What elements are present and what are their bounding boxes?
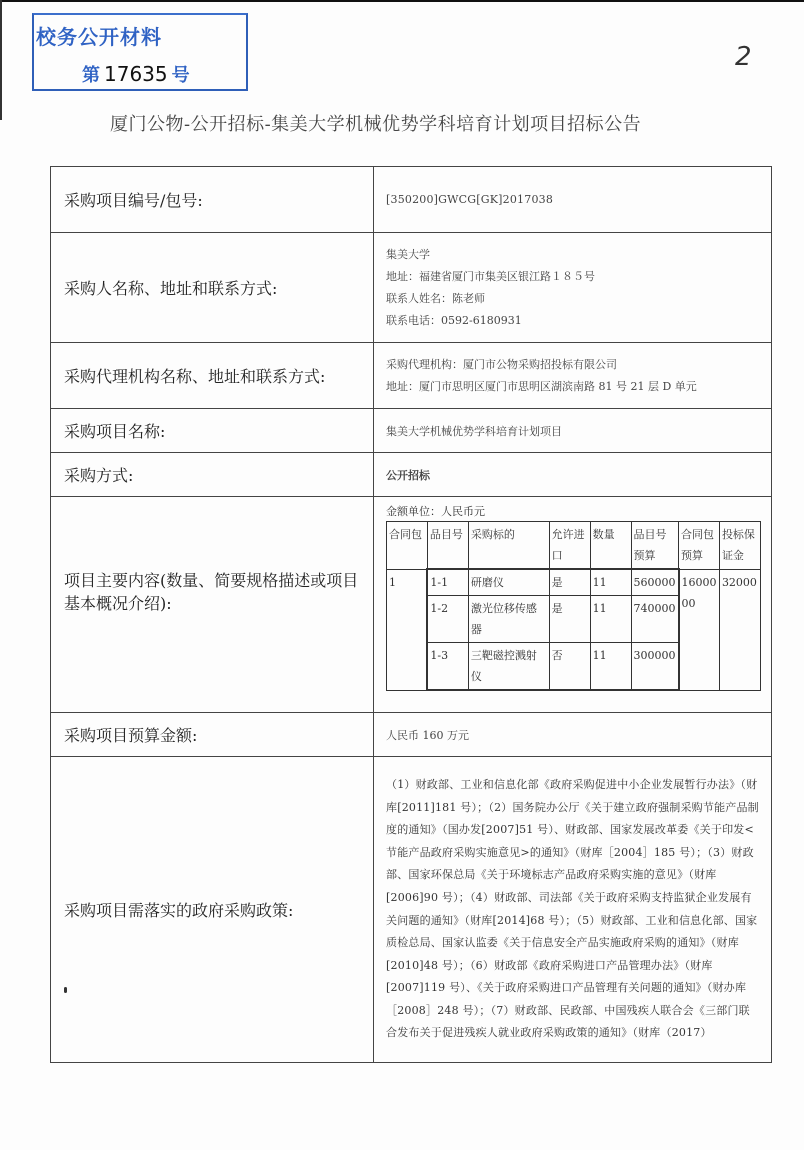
document-title: 厦门公物-公开招标-集美大学机械优势学科培育计划项目招标公告: [110, 114, 642, 135]
row-policy: [51, 757, 772, 1063]
cell-item-code: 1-2: [427, 596, 468, 643]
row-project-no: [51, 167, 772, 233]
row-project-name: [51, 409, 772, 453]
header-deposit: 投标保证金: [719, 522, 760, 570]
handwritten-page-number: 2: [735, 42, 752, 72]
cell-item-budget: 300000: [631, 643, 679, 691]
cell-import: 是: [549, 569, 590, 596]
cell-item-code: 1-1: [427, 569, 468, 596]
header-item-budget: 品目号预算: [631, 522, 679, 570]
value-budget: 人民币 160 万元: [374, 713, 772, 757]
cell-import: 否: [549, 643, 590, 691]
items-header-row: [387, 522, 761, 570]
label-purchaser: 采购人名称、地址和联系方式:: [51, 233, 374, 343]
cell-import: 是: [549, 596, 590, 643]
items-table: [386, 521, 761, 691]
row-agency: [51, 343, 772, 409]
stamp-prefix: 第: [82, 65, 100, 86]
label-project-name: 采购项目名称:: [51, 409, 374, 453]
disclosure-stamp: [32, 13, 246, 89]
cell-qty: 11: [590, 569, 631, 596]
cell-item-budget: 740000: [631, 596, 679, 643]
policy-text: （1）财政部、工业和信息化部《政府采购促进中小企业发展暂行办法》（财库[2011]181 号）；（2）国务院办公厅《关于建立政府强制采购节能产品制度的通知》（国办发[2007]51 号）、财政部、国家发展改革委《关于印发<节能产品政府采购实施意见>的通知》（财库［2004］185 号）；（3）财政部、国家环保总局《关于环境标志产品政府采购实施的意见》（财库[2006]90 号）；（4）财政部、司法部《关于政府采购支持监狱企业发展有关问题的通知》（财库[2014]68 号）；（5）财政部、工业和信息化部、国家质检总局、国家认监委《关于信息安全产品实施政府采购的通知》（财库[2010]48 号）；（6）财政部《政府采购进口产品管理办法》（财库[2007]119 号）、《关于政府采购进口产品管理有关问题的通知》（财办库［2008］248 号）；（7）财政部、民政部、中国残疾人联合会《三部门联合发布关于促进残疾人就业政府采购政策的通知》（财库（2017）: [386, 777, 759, 1040]
label-method: 采购方式:: [51, 453, 374, 497]
value-agency: [374, 343, 772, 409]
row-method: [51, 453, 772, 497]
scan-edge-left: [0, 0, 2, 120]
header-item-name: 采购标的: [468, 522, 549, 570]
cell-item-code: 1-3: [427, 643, 468, 691]
stamp-heading: 校务公开材料: [36, 25, 162, 49]
label-agency: 采购代理机构名称、地址和联系方式:: [51, 343, 374, 409]
header-package-budget: 合同包预算: [679, 522, 720, 570]
value-purchaser: [374, 233, 772, 343]
announcement-table: [50, 166, 772, 1063]
purchaser-address: 地址：福建省厦门市集美区银江路１８５号: [386, 269, 595, 283]
agency-name: 采购代理机构：厦门市公物采购招投标有限公司: [386, 357, 617, 371]
item-row: [387, 569, 761, 596]
value-policy: [374, 757, 772, 1063]
cell-item-name: 三靶磁控溅射仪: [468, 643, 549, 691]
agency-address: 地址：厦门市思明区厦门市思明区湖滨南路 81 号 21 层 D 单元: [386, 379, 697, 393]
stamp-serial: [82, 61, 190, 87]
header-package: 合同包: [387, 522, 428, 570]
label-project-no: 采购项目编号/包号:: [51, 167, 374, 233]
cell-item-name: 研磨仪: [468, 569, 549, 596]
value-content: [374, 497, 772, 713]
row-purchaser: [51, 233, 772, 343]
cell-qty: 11: [590, 596, 631, 643]
row-content: [51, 497, 772, 713]
value-project-no: [350200]GWCG[GK]2017038: [374, 167, 772, 233]
value-method: 公开招标: [374, 453, 772, 497]
cell-package-budget: 1600000: [679, 569, 720, 690]
row-budget: [51, 713, 772, 757]
scan-speck: [64, 987, 67, 993]
stamp-suffix: 号: [171, 65, 190, 86]
label-content: 项目主要内容(数量、简要规格描述或项目基本概况介绍):: [51, 497, 374, 713]
purchaser-phone: 联系电话：0592-6180931: [386, 313, 522, 327]
value-project-name: 集美大学机械优势学科培育计划项目: [374, 409, 772, 453]
stamp-number: 17635: [104, 62, 168, 86]
cell-item-budget: 560000: [631, 569, 679, 596]
header-import: 允许进口: [549, 522, 590, 570]
cell-package: 1: [387, 569, 428, 690]
amount-unit: 金额单位：人民币元: [386, 505, 485, 518]
header-item-code: 品目号: [427, 522, 468, 570]
label-policy: 采购项目需落实的政府采购政策:: [51, 757, 374, 1063]
label-budget: 采购项目预算金额:: [51, 713, 374, 757]
purchaser-contact: 联系人姓名：陈老师: [386, 291, 485, 305]
cell-qty: 11: [590, 643, 631, 691]
header-qty: 数量: [590, 522, 631, 570]
purchaser-name: 集美大学: [386, 247, 430, 261]
scan-edge-top: [0, 0, 804, 2]
cell-item-name: 激光位移传感器: [468, 596, 549, 643]
cell-deposit: 32000: [719, 569, 760, 690]
